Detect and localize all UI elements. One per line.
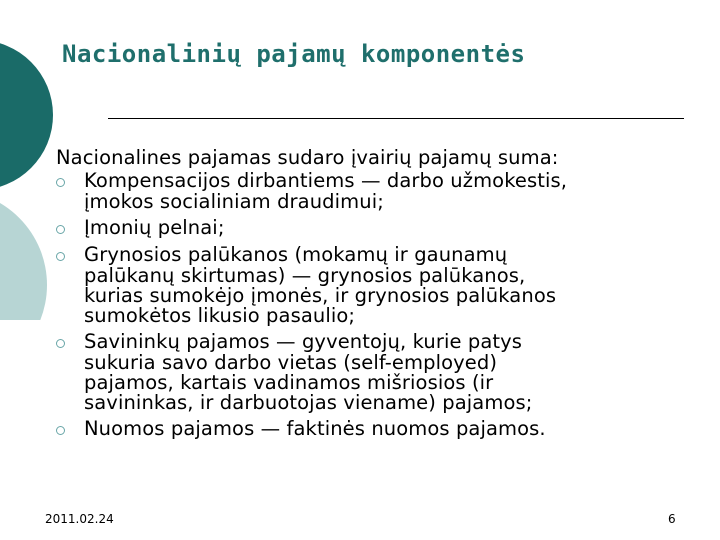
bullet-icon bbox=[56, 252, 65, 261]
bullet-text-line: Grynosios palūkanos (mokamų ir gaunamų bbox=[84, 243, 508, 266]
intro-text: Nacionalines pajamas sudaro įvairių pajamų suma: bbox=[56, 146, 559, 169]
bullet-list bbox=[56, 169, 706, 440]
bullet-text-line: sukuria savo darbo vietas (self-employed) bbox=[84, 351, 498, 374]
bullet-icon bbox=[56, 339, 65, 348]
bullet-text-line: sumokėtos likusio pasaulio; bbox=[84, 304, 356, 327]
title-divider bbox=[108, 118, 684, 119]
bullet-text-line: pajamos, kartais vadinamos mišriosios (ir bbox=[84, 371, 494, 394]
bullet-icon bbox=[56, 225, 65, 234]
bullet-text-line: įmokos socialiniam draudimui; bbox=[84, 190, 384, 213]
list-item bbox=[56, 417, 706, 440]
list-item bbox=[56, 330, 706, 413]
bullet-text-line: Įmonių pelnai; bbox=[84, 216, 225, 239]
slide-title: Nacionalinių pajamų komponentės bbox=[62, 40, 526, 68]
bullet-text-line: Kompensacijos dirbantiems — darbo užmokestis, bbox=[84, 169, 568, 192]
footer-date: 2011.02.24 bbox=[45, 512, 114, 526]
bullet-icon bbox=[56, 178, 65, 187]
list-item bbox=[56, 169, 706, 212]
slide-decoration bbox=[0, 0, 60, 320]
bullet-icon bbox=[56, 426, 65, 435]
slide-content bbox=[56, 146, 706, 440]
bullet-text-line: Nuomos pajamos — faktinės nuomos pajamos. bbox=[84, 417, 546, 440]
decoration-outer-circle bbox=[0, 40, 53, 190]
bullet-text-line: savininkas, ir darbuotojas viename) pajamos; bbox=[84, 391, 533, 414]
bullet-text-line: kurias sumokėjo įmonės, ir grynosios palūkanos bbox=[84, 284, 557, 307]
list-item bbox=[56, 216, 706, 239]
list-item bbox=[56, 243, 706, 326]
decoration-inner-circle bbox=[0, 190, 47, 320]
bullet-text-line: Savininkų pajamos — gyventojų, kurie patys bbox=[84, 330, 523, 353]
page-number: 6 bbox=[668, 512, 676, 526]
bullet-text-line: palūkanų skirtumas) — grynosios palūkanos, bbox=[84, 264, 526, 287]
